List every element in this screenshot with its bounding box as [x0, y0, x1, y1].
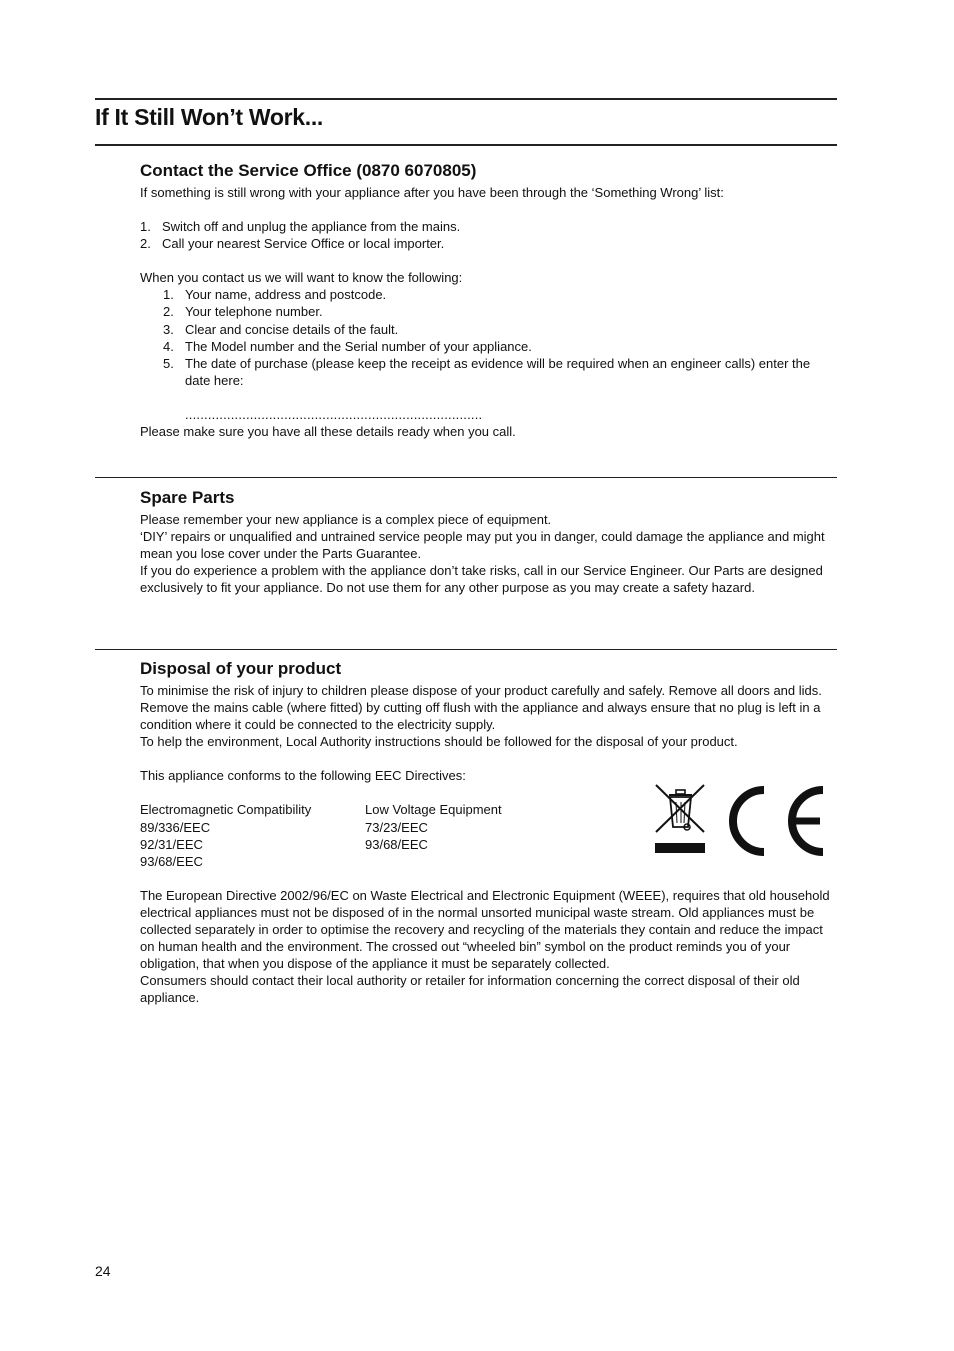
directives-column-emc: [140, 801, 365, 869]
directives-column-lve: [365, 801, 590, 869]
date-entry-line: ..............................................................................: [185, 406, 483, 422]
list-item: 3. Clear and concise details of the fault.: [163, 321, 399, 337]
compliance-symbols: [654, 783, 830, 857]
directives-column-heading: Electromagnetic Compatibility: [140, 802, 312, 818]
list-item: 1. Switch off and unplug the appliance from the mains.: [140, 219, 461, 235]
section-divider: [95, 649, 837, 650]
crossed-out-wheeled-bin-icon: [654, 783, 706, 855]
directives-column-heading: Low Voltage Equipment: [365, 802, 502, 818]
spare-parts-paragraph: ‘DIY’ repairs or unqualified and untrained service people may put you in danger, could damage the appliance and might mean you lose cover under the Parts Guarantee.: [140, 529, 825, 562]
service-body: [140, 184, 837, 440]
spare-parts-paragraph: Please remember your new appliance is a complex piece of equipment.: [140, 512, 552, 527]
service-section: [140, 161, 837, 440]
page-number: 24: [95, 1263, 111, 1279]
title-bottom-rule: [95, 144, 837, 146]
spare-parts-section: [140, 488, 837, 596]
directive-code: 93/68/EEC: [365, 836, 428, 852]
section-divider: [95, 477, 837, 478]
title-top-rule: [95, 98, 837, 100]
directive-code: 89/336/EEC: [140, 819, 211, 835]
spare-parts-paragraph: If you do experience a problem with the appliance don’t take risks, call in our Service Engineer. Our Parts are designed exclusively to fit your appliance. Do not use them for any other purpose as you may create a safety hazard.: [140, 563, 823, 596]
page-title: If It Still Won’t Work...: [95, 104, 324, 130]
directive-code: 73/23/EEC: [365, 819, 428, 835]
weee-paragraph: The European Directive 2002/96/EC on Waste Electrical and Electronic Equipment (WEEE), requires that old household electrical appliances must not be disposed of in the normal unsorted municipal waste stream. Old appliances must be collected separately in order to optimise the recovery and recycling of the materials they contain and reduce the impact on human health and the environment. The crossed out “wheeled bin” symbol on the product reminds you of your obligation, that when you dispose of the appliance it must be separately collected.: [140, 887, 830, 972]
directive-code: 92/31/EEC: [140, 836, 203, 852]
list-item: 4. The Model number and the Serial number of your appliance.: [163, 338, 532, 354]
ce-mark-icon: [728, 785, 828, 857]
disposal-paragraph: To minimise the risk of injury to children please dispose of your product carefully and safely. Remove all doors and lids. Remove the mains cable (where fitted) by cutting off flush with the appliance and always ensure that no plug is left in a condition where it could be connected to the electricity supply.: [140, 683, 822, 733]
disposal-heading: Disposal of your product: [140, 659, 342, 678]
list-item: 2. Your telephone number.: [163, 304, 323, 320]
know-items: [140, 286, 837, 389]
service-heading: Contact the Service Office (0870 6070805): [140, 161, 477, 180]
list-item: 2. Call your nearest Service Office or local importer.: [140, 236, 445, 252]
know-intro: When you contact us we will want to know the following:: [140, 270, 463, 286]
service-closing: Please make sure you have all these details ready when you call.: [140, 424, 516, 440]
consumers-paragraph: Consumers should contact their local authority or retailer for information concerning the correct disposal of their old appliance.: [140, 973, 800, 1006]
spare-parts-heading: Spare Parts: [140, 488, 235, 507]
list-item: 5. The date of purchase (please keep the receipt as evidence will be required when an engineer calls) enter the date here:: [163, 355, 811, 388]
service-intro: If something is still wrong with your appliance after you have been through the ‘Something Wrong’ list:: [140, 185, 724, 200]
disposal-paragraph: To help the environment, Local Authority instructions should be followed for the disposal of your product.: [140, 734, 738, 750]
list-item: 1. Your name, address and postcode.: [163, 287, 387, 303]
service-steps: [140, 218, 837, 252]
directives-intro: This appliance conforms to the following EEC Directives:: [140, 768, 466, 784]
directive-code: 93/68/EEC: [140, 853, 203, 869]
